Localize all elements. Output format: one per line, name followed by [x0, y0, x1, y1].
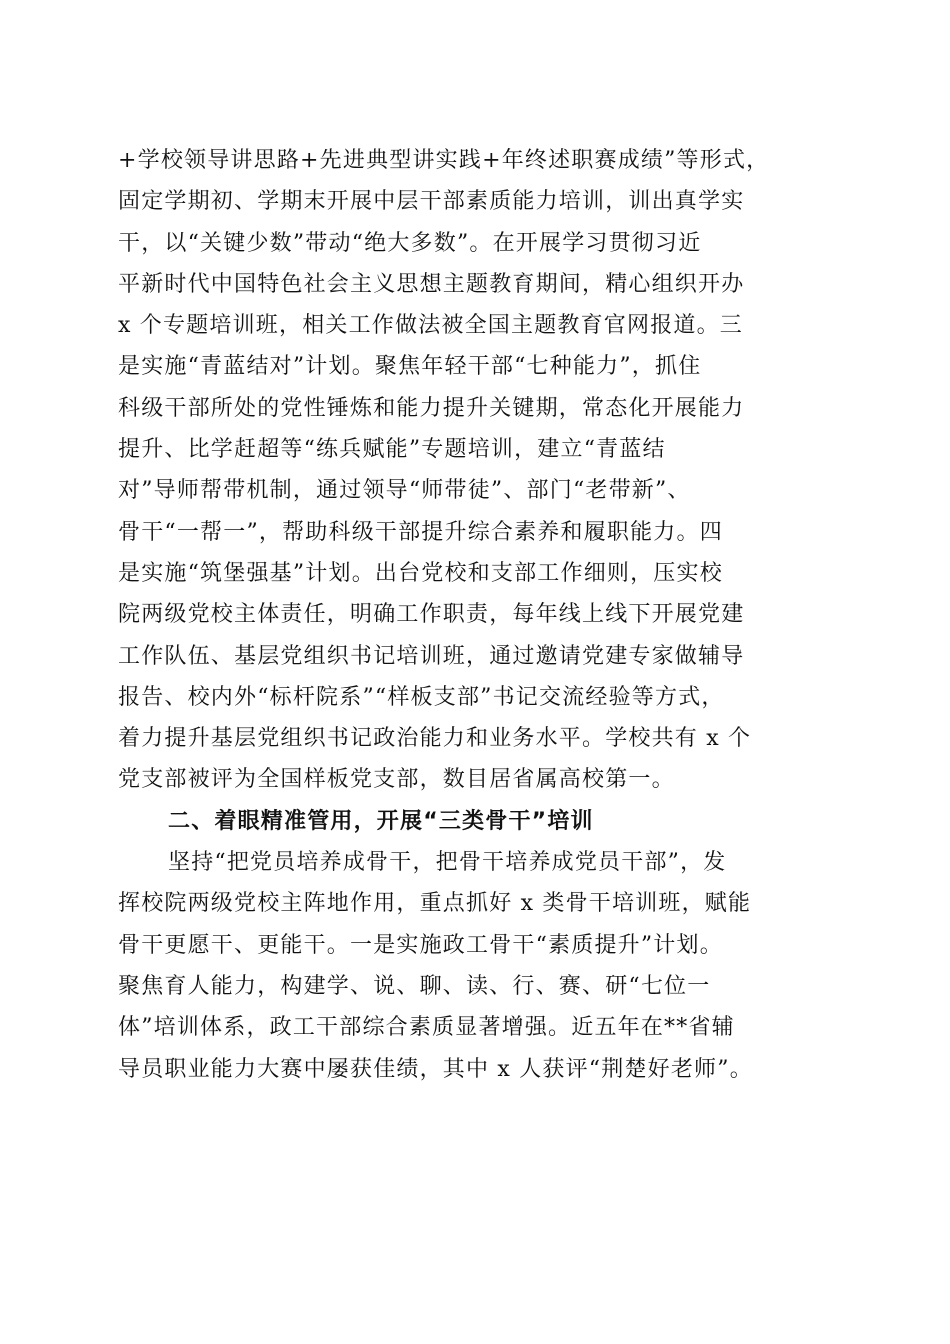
- paragraph-line: 党支部被评为全国样板党支部，数目居省属高校第一。: [118, 767, 675, 793]
- paragraph-line: 坚持“把党员培养成骨干，把骨干培养成党员干部”，发: [168, 850, 727, 876]
- paragraph-line: 科级干部所处的党性锤炼和能力提升关键期，常态化开展能力: [118, 395, 745, 421]
- paragraph-line: 骨干“一帮一”，帮助科级干部提升综合素养和履职能力。四: [118, 519, 723, 545]
- paragraph-line: 干，以“关键少数”带动“绝大多数”。在开展学习贯彻习近: [118, 230, 702, 256]
- paragraph-line: 挥校院两级党校主阵地作用，重点抓好 x 类骨干培训班，赋能: [118, 891, 752, 917]
- paragraph-line: 骨干更愿干、更能干。一是实施政工骨干“素质提升”计划。: [118, 932, 723, 958]
- paragraph-line: 工作队伍、基层党组织书记培训班，通过邀请党建专家做辅导: [118, 643, 745, 669]
- paragraph-line: 对”导师帮带机制，通过领导“师带徒”、部门“老带新”、: [118, 478, 691, 504]
- paragraph-line: +学校领导讲思路+先进典型讲实践+年终述职赛成绩”等形式，: [118, 148, 770, 173]
- document-body: [118, 140, 838, 1090]
- paragraph-line: 固定学期初、学期末开展中层干部素质能力培训，训出真学实: [118, 189, 745, 215]
- paragraph-line: 着力提升基层党组织书记政治能力和业务水平。学校共有 x 个: [118, 726, 752, 752]
- paragraph-line: 院两级党校主体责任，明确工作职责，每年线上线下开展党建: [118, 602, 745, 628]
- paragraph-line: 是实施“青蓝结对”计划。聚焦年轻干部“七种能力”，抓住: [118, 354, 702, 380]
- paragraph-line: 报告、校内外“标杆院系”“样板支部”书记交流经验等方式，: [118, 684, 725, 710]
- paragraph-line: 是实施“筑堡强基”计划。出台党校和支部工作细则，压实校: [118, 560, 723, 586]
- paragraph-line: 聚焦育人能力，构建学、说、聊、读、行、赛、研“七位一: [118, 973, 711, 999]
- paragraph-line: 平新时代中国特色社会主义思想主题教育期间，精心组织开办: [118, 271, 745, 297]
- section-heading: 二、着眼精准管用，开展“三类骨干”培训: [168, 808, 594, 834]
- paragraph-line: 导员职业能力大赛中屡获佳绩，其中 x 人获评“荆楚好老师”。: [118, 1056, 753, 1082]
- paragraph-line: 提升、比学赶超等“练兵赋能”专题培训，建立“青蓝结: [118, 437, 666, 463]
- paragraph-line: 体”培训体系，政工干部综合素质显著增强。近五年在**省辅: [118, 1015, 735, 1041]
- paragraph-line: x 个专题培训班，相关工作做法被全国主题教育官网报道。三: [118, 313, 744, 339]
